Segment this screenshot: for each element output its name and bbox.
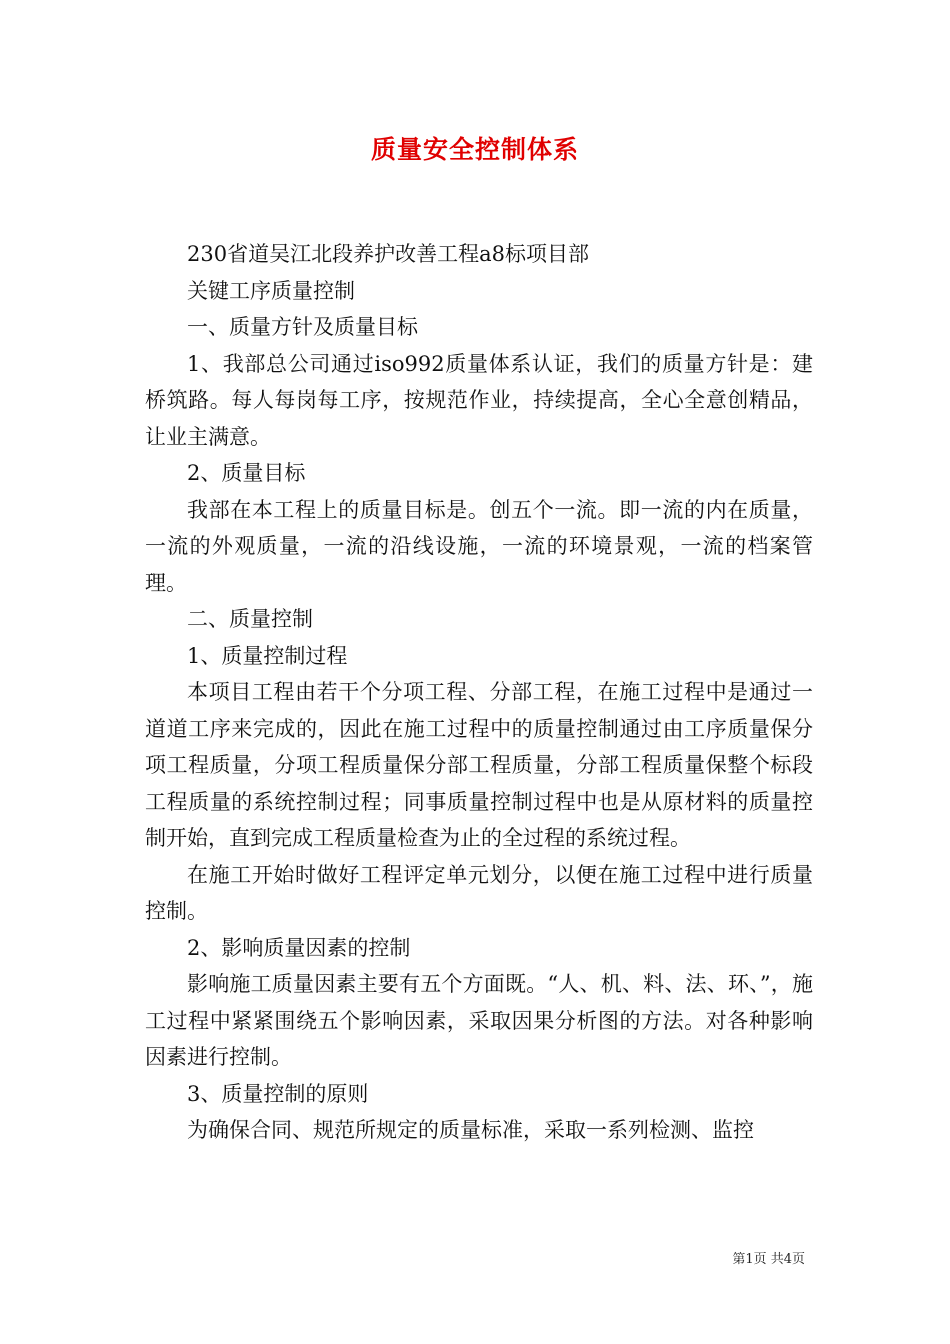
project-name: 230省道吴江北段养护改善工程a8标项目部 — [187, 242, 589, 266]
section-heading: 2、质量目标 — [187, 461, 306, 485]
body-paragraph: 1、我部总公司通过iso992质量体系认证，我们的质量方针是：建桥筑路。每人每岗每工序，按规范作业，持续提高，全心全意创精品，让业主满意。 — [145, 351, 813, 449]
body-paragraph: 我部在本工程上的质量目标是。创五个一流。即一流的内在质量，一流的外观质量，一流的沿线设施，一流的环境景观，一流的档案管理。 — [145, 497, 813, 595]
section-heading: 3、质量控制的原则 — [187, 1081, 369, 1106]
section-heading: 一、质量方针及质量目标 — [187, 315, 418, 339]
body-paragraph: 为确保合同、规范所规定的质量标准，采取一系列检测、监控 — [187, 1118, 754, 1142]
section-heading: 二、质量控制 — [187, 607, 313, 631]
document-title: 质量安全控制体系 — [370, 135, 579, 164]
body-paragraph: 本项目工程由若干个分项工程、分部工程，在施工过程中是通过一道道工序来完成的，因此在施工过程中的质量控制通过由工序质量保分项工程质量，分项工程质量保分部工程质量，分部工程质量保整个标段工程质量的系统控制过程；同事质量控制过程中也是从原材料的质量控制开始，直到完成工程质量检查为止的全过程的系统过程。 — [145, 680, 813, 850]
section-heading: 1、质量控制过程 — [187, 643, 348, 668]
document-body — [145, 236, 813, 1149]
section-heading: 2、影响质量因素的控制 — [187, 935, 411, 960]
body-paragraph: 在施工开始时做好工程评定单元划分，以便在施工过程中进行质量控制。 — [145, 862, 813, 923]
page-number: 第1页 共4页 — [732, 1252, 805, 1267]
section-heading: 关键工序质量控制 — [187, 278, 355, 303]
body-paragraph: 影响施工质量因素主要有五个方面既。“人、机、料、法、环、”，施工过程中紧紧围绕五个影响因素，采取因果分析图的方法。对各种影响因素进行控制。 — [145, 972, 813, 1069]
